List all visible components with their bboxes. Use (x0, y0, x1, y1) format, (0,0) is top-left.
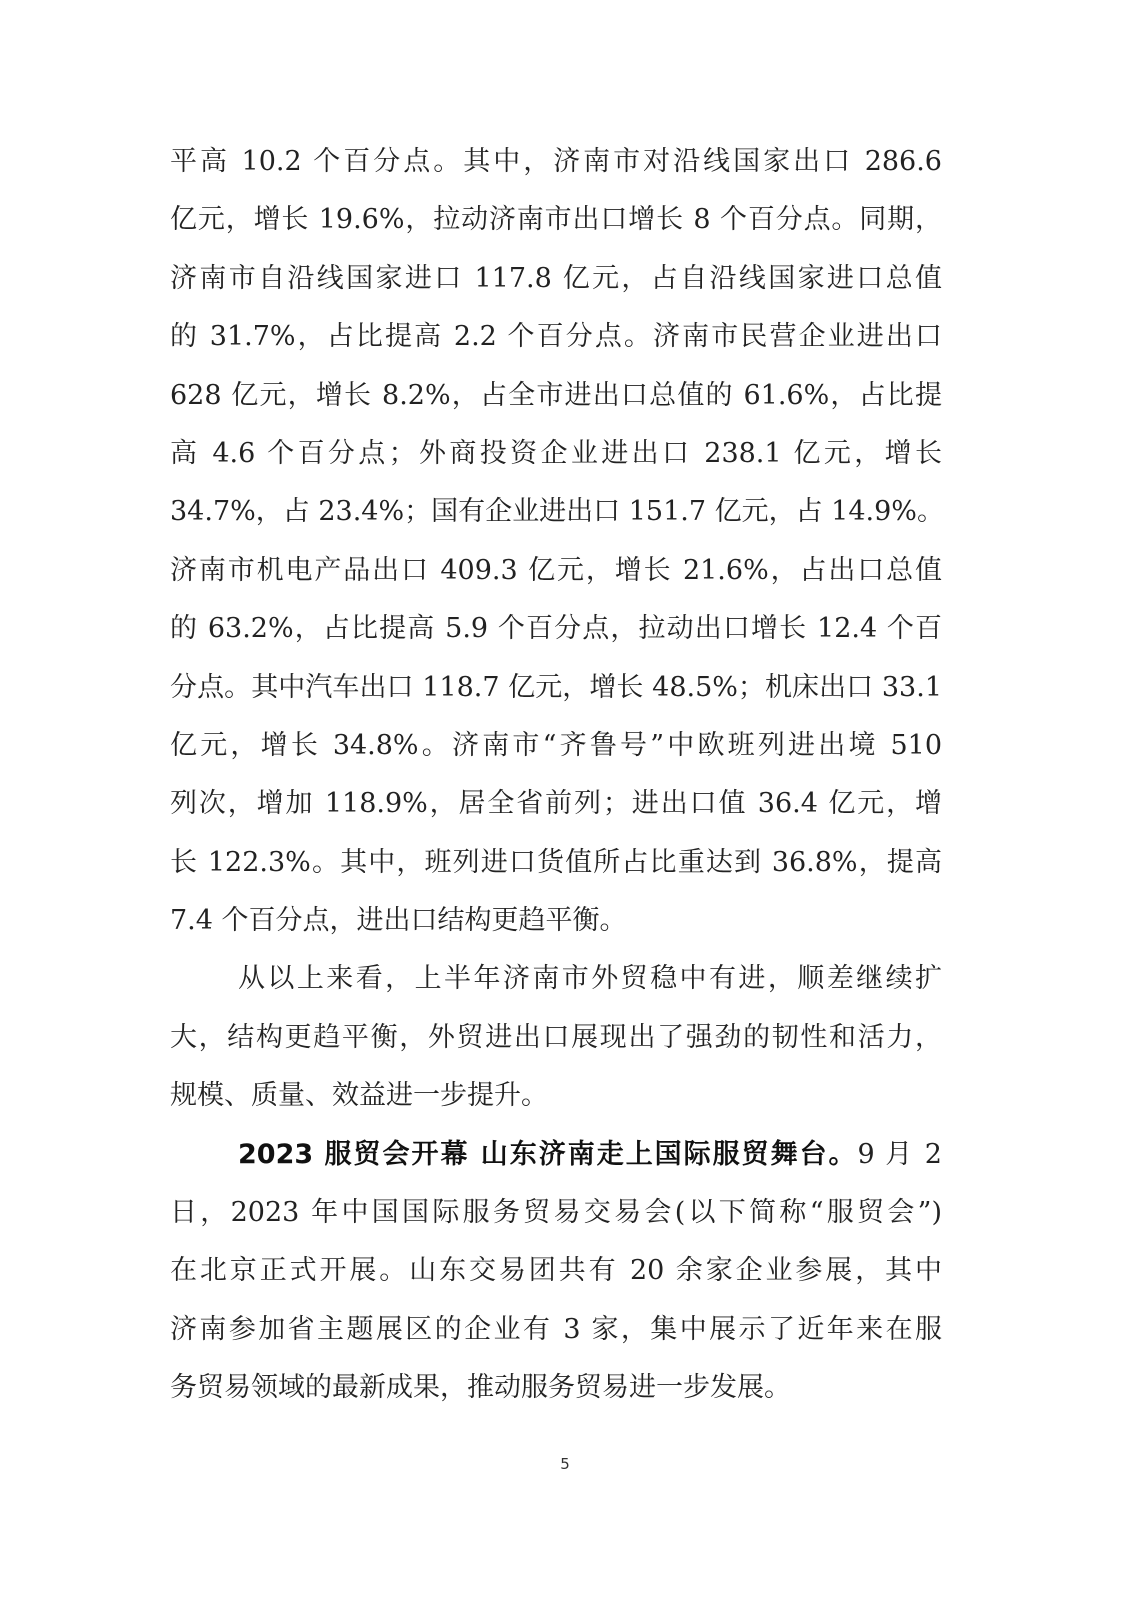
text-line: 628 亿元，增长 8.2%，占全市进出口总值的 61.6%，占比提 (170, 379, 942, 411)
text-line: 济南市自沿线国家进口 117.8 亿元，占自沿线国家进口总值 (170, 262, 942, 294)
text-line: 的 63.2%，占比提高 5.9 个百分点，拉动出口增长 12.4 个百 (170, 613, 942, 645)
text-line: 济南市机电产品出口 409.3 亿元，增长 21.6%，占出口总值 (170, 554, 942, 586)
text-line: 务贸易领域的最新成果，推动服务贸易进一步发展。 (170, 1372, 791, 1404)
text-line: 7.4 个百分点，进出口结构更趋平衡。 (170, 905, 627, 937)
body-text (170, 138, 942, 1423)
text-line: 平高 10.2 个百分点。其中，济南市对沿线国家出口 286.6 (170, 146, 942, 177)
text-line: 长 122.3%。其中，班列进口货值所占比重达到 36.8%，提高 (170, 846, 942, 878)
text-line: 日，2023 年中国国际服务贸易交易会(以下简称“服贸会”) (170, 1197, 942, 1229)
paragraph-trade-statistics (170, 138, 942, 955)
text-line: 34.7%，占 23.4%；国有企业进出口 151.7 亿元，占 14.9%。 (170, 496, 944, 528)
text-line: 亿元，增长 34.8%。济南市“齐鲁号”中欧班列进出境 510 (170, 729, 942, 761)
text-line: 从以上来看，上半年济南市外贸稳中有进，顺差继续扩 (238, 963, 942, 995)
page-number: 5 (560, 1455, 570, 1473)
text-line: 列次，增加 118.9%，居全省前列；进出口值 36.4 亿元，增 (170, 788, 942, 820)
paragraph-summary (170, 955, 942, 1130)
text-line: 高 4.6 个百分点；外商投资企业进出口 238.1 亿元，增长 (170, 437, 942, 469)
paragraph-service-trade-fair (170, 1131, 942, 1423)
text-line: 亿元，增长 19.6%，拉动济南市出口增长 8 个百分点。同期， (170, 204, 942, 236)
text-line: 分点。其中汽车出口 118.7 亿元，增长 48.5%；机床出口 33.1 (170, 671, 942, 703)
text-line: 的 31.7%，占比提高 2.2 个百分点。济南市民营企业进出口 (170, 321, 942, 353)
text-line: 在北京正式开展。山东交易团共有 20 余家企业参展，其中 (170, 1255, 942, 1287)
text-line: 大，结构更趋平衡，外贸进出口展现出了强劲的韧性和活力， (170, 1021, 942, 1053)
text-line: 规模、质量、效益进一步提升。 (170, 1080, 548, 1112)
text-line (170, 1131, 942, 1189)
heading-line-rest: 9 月 2 (857, 1138, 942, 1170)
section-heading: 2023 服贸会开幕 山东济南走上国际服贸舞台。 (238, 1138, 858, 1170)
text-line: 济南参加省主题展区的企业有 3 家，集中展示了近年来在服 (170, 1313, 942, 1345)
